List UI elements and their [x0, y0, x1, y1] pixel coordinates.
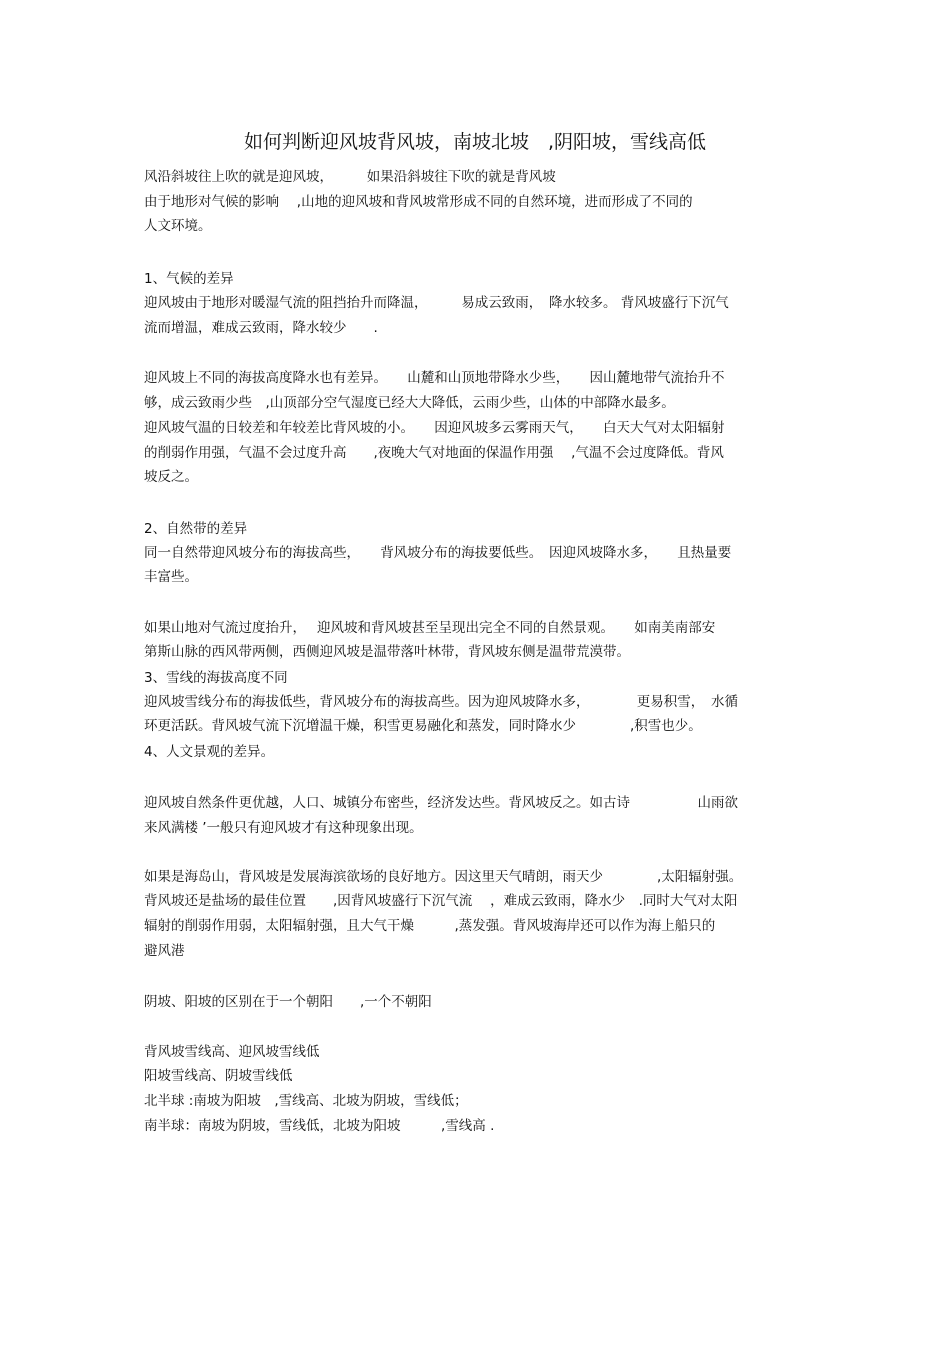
paragraph-line: 阴坡、阳坡的区别在于一个朝阳 ,一个不朝阳 — [144, 994, 432, 1010]
section-heading-snowline: 3、雪线的海拔高度不同 — [144, 670, 288, 686]
paragraph-line: 第斯山脉的西风带两侧，西侧迎风坡是温带落叶林带，背风坡东侧是温带荒漠带。 — [144, 644, 630, 660]
paragraph-line: 迎风坡上不同的海拔高度降水也有差异。 山麓和山顶地带降水少些， 因山麓地带气流抬升不 — [144, 370, 725, 386]
section-heading-culture: 4、人文景观的差异。 — [144, 744, 275, 760]
paragraph-line: 人文环境。 — [144, 218, 212, 234]
paragraph-line: 南半球：南坡为阴坡，雪线低，北坡为阳坡 ,雪线高 . — [144, 1118, 495, 1134]
paragraph-line: 避风港 — [144, 943, 185, 959]
paragraph-line: 丰富些。 — [144, 569, 198, 585]
paragraph-line: 辐射的削弱作用弱，太阳辐射强，且大气干燥 ,蒸发强。背风坡海岸还可以作为海上船只的 — [144, 918, 716, 934]
paragraph-line: 北半球 :南坡为阳坡 ,雪线高、北坡为阴坡，雪线低； — [144, 1093, 468, 1109]
paragraph-line: 阳坡雪线高、阴坡雪线低 — [144, 1068, 293, 1084]
paragraph-line: 坡反之。 — [144, 469, 198, 485]
paragraph-line: 来风满楼 ’一般只有迎风坡才有这种现象出现。 — [144, 820, 423, 836]
section-heading-climate: 1、气候的差异 — [144, 271, 234, 287]
paragraph-line: 流而增温，难成云致雨，降水较少 . — [144, 320, 378, 336]
paragraph-line: 迎风坡雪线分布的海拔低些，背风坡分布的海拔高些。因为迎风坡降水多， 更易积雪， 水循 — [144, 694, 738, 710]
paragraph-line: 如果是海岛山，背风坡是发展海滨欲场的良好地方。因这里天气晴朗，雨天少 ,太阳辐射强。 — [144, 869, 743, 885]
paragraph-line: 由于地形对气候的影响 ,山地的迎风坡和背风坡常形成不同的自然环境，进而形成了不同的 — [144, 194, 693, 210]
paragraph-line: 的削弱作用强，气温不会过度升高 ,夜晚大气对地面的保温作用强 ,气温不会过度降低。背风 — [144, 445, 724, 461]
paragraph-line: 够，成云致雨少些 ,山顶部分空气湿度已经大大降低，云雨少些，山体的中部降水最多。 — [144, 395, 675, 411]
paragraph-line: 迎风坡气温的日较差和年较差比背风坡的小。 因迎风坡多云雾雨天气， 白天大气对太阳辐射 — [144, 420, 725, 436]
document-title: 如何判断迎风坡背风坡，南坡北坡 ,阴阳坡，雪线高低 — [243, 131, 707, 153]
paragraph-line: 迎风坡由于地形对暖湿气流的阻挡抬升而降温， 易成云致雨， 降水较多。 背风坡盛行下沉气 — [144, 295, 729, 311]
paragraph-line: 背风坡还是盐场的最佳位置 ,因背风坡盛行下沉气流 ，难成云致雨，降水少 .同时大气对太阳 — [144, 893, 738, 909]
paragraph-line: 环更活跃。背风坡气流下沉增温干燥，积雪更易融化和蒸发，同时降水少 ,积雪也少。 — [144, 718, 702, 734]
paragraph-line: 迎风坡自然条件更优越，人口、城镇分布密些，经济发达些。背风坡反之。如古诗 山雨欲 — [144, 795, 738, 811]
paragraph-line: 如果山地对气流过度抬升， 迎风坡和背风坡甚至呈现出完全不同的自然景观。 如南美南部安 — [144, 620, 716, 636]
section-heading-natural-zone: 2、自然带的差异 — [144, 521, 248, 537]
paragraph-line: 背风坡雪线高、迎风坡雪线低 — [144, 1044, 320, 1060]
paragraph-line: 风沿斜坡往上吹的就是迎风坡， 如果沿斜坡往下吹的就是背风坡 — [144, 169, 556, 185]
paragraph-line: 同一自然带迎风坡分布的海拔高些， 背风坡分布的海拔要低些。 因迎风坡降水多， 且热量要 — [144, 545, 732, 561]
